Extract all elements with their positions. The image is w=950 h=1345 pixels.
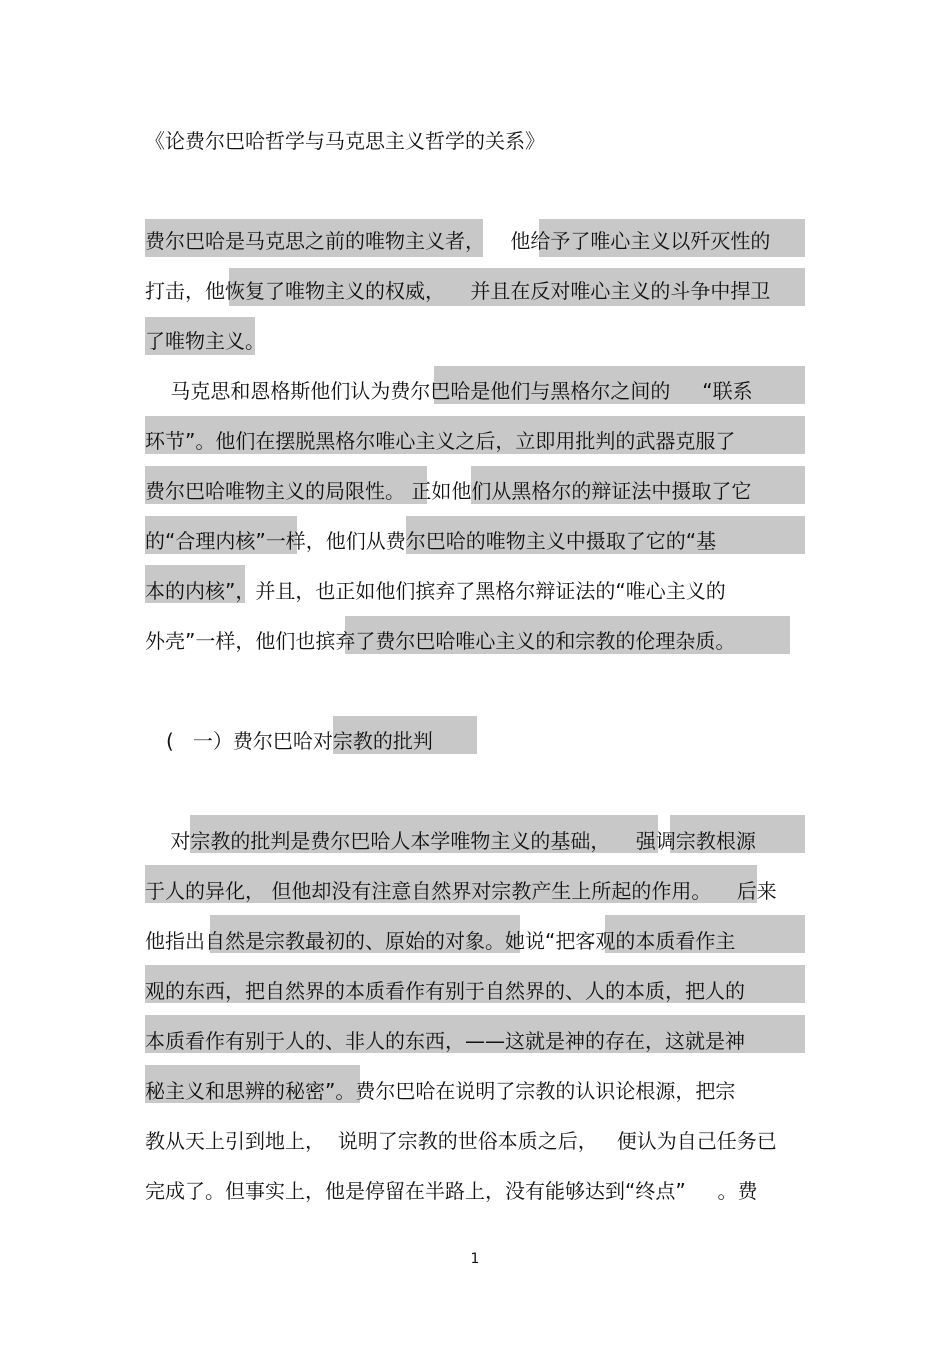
paragraph-line: 马克思和恩格斯他们认为费尔巴哈是他们与黑格尔之间的 “联系 [145, 379, 753, 403]
paragraph-line: 他指出自然是宗教最初的、原始的对象。她说“把客观的本质看作主 [145, 929, 736, 953]
paragraph-line: 环节”。他们在摆脱黑格尔唯心主义之后，立即用批判的武器克服了 [145, 429, 736, 453]
paragraph-line: 外壳”一样，他们也摈弃了费尔巴哈唯心主义的和宗教的伦理杂质。 [145, 629, 736, 653]
page-number: 1 [470, 1251, 480, 1267]
paragraph-line: 本质看作有别于人的、非人的东西，——这就是神的存在，这就是神 [145, 1029, 745, 1053]
paragraph-line: 观的东西，把自然界的本质看作有别于自然界的、人的本质，把人的 [145, 979, 745, 1003]
paragraph-line: 打击，他恢复了唯物主义的权威， 并且在反对唯心主义的斗争中捍卫 [145, 279, 771, 303]
section-heading: ( 一）费尔巴哈对宗教的批判 [166, 729, 433, 753]
document-title: 《论费尔巴哈哲学与马克思主义哲学的关系》 [145, 129, 545, 153]
paragraph-line: 本的内核”，并且，也正如他们摈弃了黑格尔辩证法的“唯心主义的 [145, 579, 726, 603]
paragraph-line: 完成了。但事实上，他是停留在半路上，没有能够达到“终点” 。费 [145, 1179, 758, 1203]
paragraph-line: 于人的异化， 但他却没有注意自然界对宗教产生上所起的作用。 后来 [145, 879, 777, 903]
paragraph-line: 对宗教的批判是费尔巴哈人本学唯物主义的基础， 强调宗教根源 [145, 829, 756, 853]
paragraph-line: 秘主义和思辨的秘密”。费尔巴哈在说明了宗教的认识论根源，把宗 [145, 1079, 736, 1103]
paragraph-line: 的“合理内核”一样，他们从费尔巴哈的唯物主义中摄取了它的“基 [145, 529, 717, 553]
paragraph-line: 教从天上引到地上， 说明了宗教的世俗本质之后， 便认为自己任务已 [145, 1129, 777, 1153]
paragraph-line: 了唯物主义。 [145, 329, 265, 353]
paragraph-line: 费尔巴哈唯物主义的局限性。 正如他们从黑格尔的辩证法中摄取了它 [145, 479, 752, 503]
paragraph-line: 费尔巴哈是马克思之前的唯物主义者， 他给予了唯心主义以歼灭性的 [145, 229, 771, 253]
